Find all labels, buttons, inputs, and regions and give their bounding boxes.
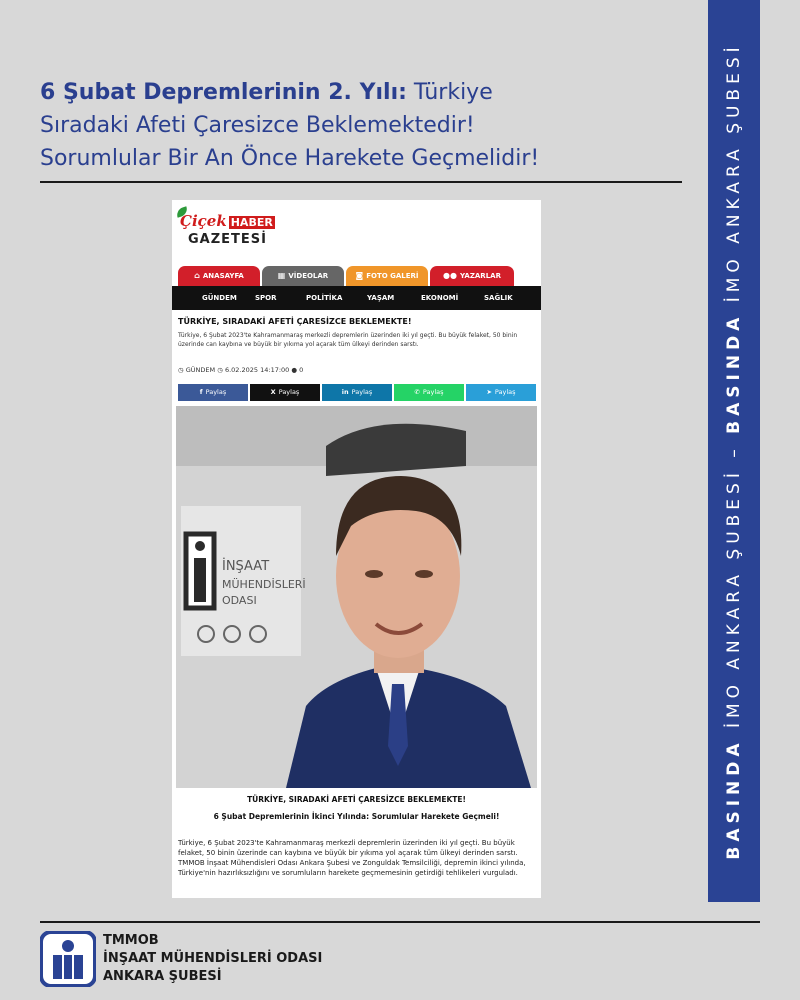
- tab-yazarlar[interactable]: [430, 266, 514, 286]
- footer-divider: [40, 921, 760, 923]
- vertical-sidebar: [708, 0, 760, 902]
- nav-tabs: [178, 266, 538, 286]
- tab-label: ANASAYFA: [202, 272, 244, 280]
- menu-item-politika[interactable]: POLİTİKA: [306, 294, 343, 302]
- sign-line-1: İNŞAAT: [222, 559, 270, 574]
- linkedin-icon: in: [341, 388, 349, 396]
- caption-title: TÜRKİYE, SIRADAKİ AFETİ ÇARESİZCE BEKLEMEKTE!: [247, 795, 466, 804]
- article-summary: Türkiye, 6 Şubat 2023'te Kahramanmaraş merkezli depremlerin üzerinden iki yıl geçti. Bu büyük felaket, 50 binin üzerinde can kaybına ve büyük bir yıkıma yol açarak tüm ülkeyi derinden sarstı.: [178, 332, 518, 348]
- comment-icon: ●: [291, 366, 298, 374]
- share-label: Paylaş: [422, 388, 444, 396]
- facebook-icon: f: [199, 388, 203, 396]
- menu-item-gundem[interactable]: GÜNDEM: [202, 294, 237, 302]
- logo-brand-box: HABER: [230, 216, 273, 229]
- logo-brand-text: Çiçek: [180, 212, 227, 230]
- share-button-telegram[interactable]: [466, 384, 536, 401]
- whatsapp-icon: ✆: [414, 388, 420, 396]
- share-label: Paylaş: [494, 388, 516, 396]
- headline-line-1-rest: Türkiye: [406, 80, 493, 105]
- article-title: TÜRKİYE, SIRADAKİ AFETİ ÇARESİZCE BEKLEMEKTE!: [178, 317, 412, 326]
- x-icon: X: [270, 388, 276, 396]
- headline-line-3: Sorumlular Bir An Önce Harekete Geçmelidir!: [40, 146, 540, 171]
- category-menu: [172, 286, 541, 310]
- share-button-linkedin[interactable]: [322, 384, 392, 401]
- share-label: Paylaş: [351, 388, 373, 396]
- share-button-whatsapp[interactable]: [394, 384, 464, 401]
- menu-item-ekonomi[interactable]: EKONOMİ: [421, 294, 459, 302]
- share-button-x[interactable]: [250, 384, 320, 401]
- tab-anasayfa[interactable]: [178, 266, 260, 286]
- footer-line-2: İNŞAAT MÜHENDİSLERİ ODASI: [103, 951, 323, 966]
- sidebar-bold-1: BASINDA: [724, 738, 744, 860]
- meta-datetime: 6.02.2025 14:17:00: [224, 366, 290, 374]
- sign-line-2: MÜHENDİSLERİ: [222, 578, 306, 591]
- footer-organization: [103, 932, 423, 986]
- logo-brand: [180, 212, 275, 230]
- meta-category[interactable]: GÜNDEM: [185, 366, 216, 374]
- article-meta: [178, 366, 303, 374]
- footer-line-1: TMMOB: [103, 933, 159, 948]
- headline-line-1: [40, 76, 690, 109]
- tab-label: VİDEOLAR: [288, 272, 329, 280]
- clock-icon: ◷: [217, 366, 223, 374]
- sign-line-3: ODASI: [222, 594, 257, 607]
- menu-item-yasam[interactable]: YAŞAM: [367, 294, 395, 302]
- portrait-illustration: [176, 406, 537, 788]
- tab-label: FOTO GALERİ: [366, 272, 419, 280]
- tab-videolar[interactable]: [262, 266, 344, 286]
- article-photo: [176, 406, 537, 788]
- share-button-facebook[interactable]: [178, 384, 248, 401]
- users-icon: ●●: [443, 271, 457, 280]
- article-body: Türkiye, 6 Şubat 2023'te Kahramanmaraş merkezli depremlerin üzerinden iki yıl geçti. Bu büyük felaket, 50 binin üzerinde can kaybına ve büyük bir yıkıma yol açarak tüm ülkeyi derinden sarstı. TMMOB İnşaat Mühendisleri Odası Ankara Şubesi ve Zonguldak Temsilciliği, depremin ikinci yılında, Türkiye'nin hazırlıksızlığını ve sorumluların harekete geçmemesinin getirdiği tehlikeleri vurguladı.: [178, 839, 526, 877]
- sidebar-text: [719, 1, 749, 901]
- share-label: Paylaş: [205, 388, 227, 396]
- sidebar-segment-1: İMO ANKARA ŞUBESİ –: [724, 433, 744, 739]
- sidebar-segment-2: İMO ANKARA ŞUBESİ: [724, 42, 744, 313]
- logo-subtitle: GAZETESİ: [188, 232, 267, 247]
- headline-line-2: Sıradaki Afeti Çaresizce Beklemektedir!: [40, 113, 475, 138]
- camera-icon: ◙: [355, 271, 364, 280]
- tab-foto-galeri[interactable]: [346, 266, 428, 286]
- home-icon: ⌂: [194, 271, 200, 280]
- tab-label: YAZARLAR: [460, 272, 501, 280]
- share-label: Paylaş: [278, 388, 300, 396]
- menu-item-saglik[interactable]: SAĞLIK: [484, 294, 513, 302]
- caption-subtitle: 6 Şubat Depremlerinin İkinci Yılında: Sorumlular Harekete Geçmeli!: [213, 812, 500, 821]
- meta-comments: 0: [299, 366, 304, 374]
- news-clipping: [172, 200, 541, 898]
- footer-line-3: ANKARA ŞUBESİ: [103, 969, 222, 984]
- imo-logo-icon: [40, 931, 96, 987]
- headline-bold: 6 Şubat Depremlerinin 2. Yılı:: [40, 80, 407, 105]
- menu-item-spor[interactable]: SPOR: [255, 294, 277, 302]
- clock-icon: ◷: [178, 366, 184, 374]
- headline: [40, 76, 690, 175]
- headline-divider: [40, 181, 682, 183]
- telegram-icon: ➤: [486, 388, 492, 396]
- newspaper-logo: [180, 212, 280, 256]
- sidebar-bold-2: BASINDA: [724, 312, 744, 434]
- video-icon: ▦: [277, 271, 286, 280]
